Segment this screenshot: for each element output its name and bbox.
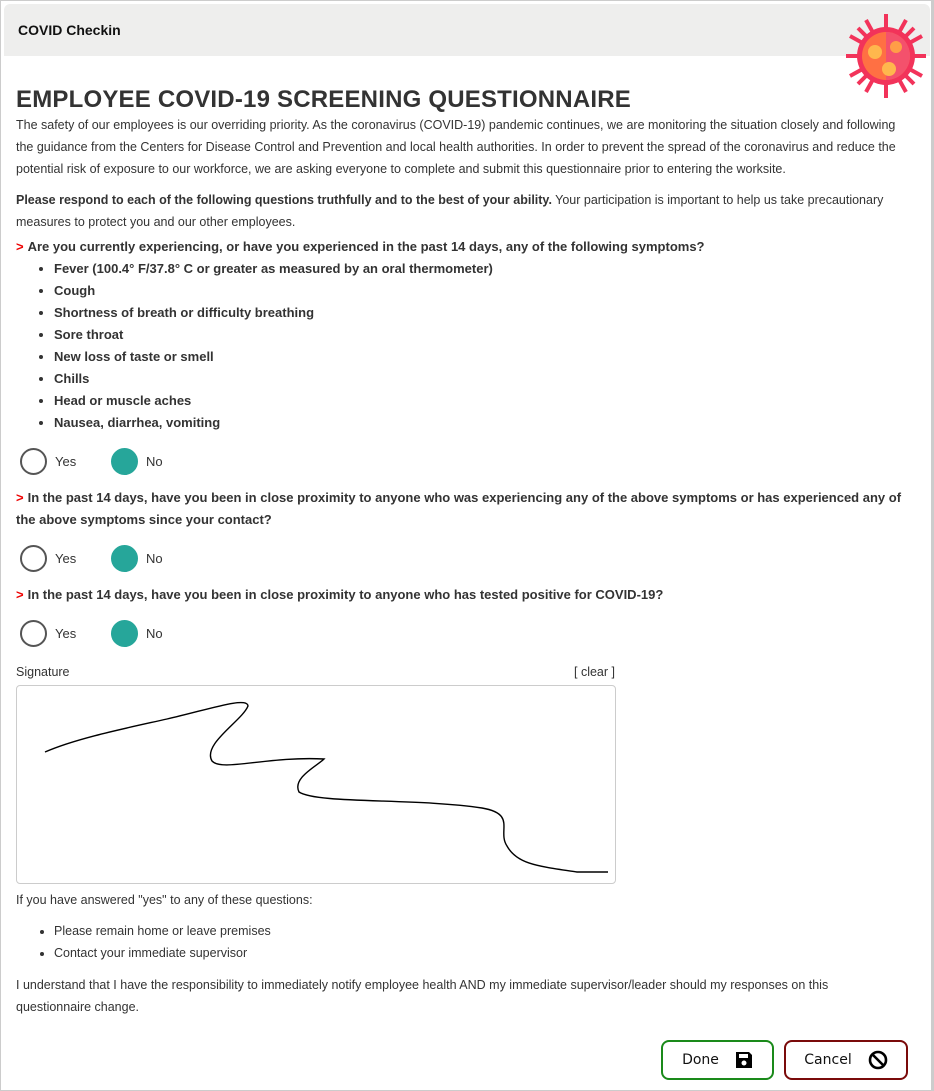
page-title: EMPLOYEE COVID-19 SCREENING QUESTIONNAIRE (16, 86, 631, 113)
chevron-right-icon: > (16, 587, 24, 602)
if-yes-text: If you have answered "yes" to any of these questions: (16, 893, 313, 907)
virus-icon (842, 10, 930, 102)
question-3 (16, 584, 916, 606)
instructions (16, 189, 906, 233)
list-item: • Please remain home or leave premises (54, 920, 271, 942)
radio-circle-selected[interactable] (111, 448, 138, 475)
list-item: • Chills (54, 368, 493, 390)
radio-label: Yes (55, 454, 77, 469)
question-text: In the past 14 days, have you been in close proximity to anyone who was experiencing any of the above symptoms or has experienced any of the above symptoms since your contact? (16, 490, 902, 527)
question-text: Are you currently experiencing, or have you experienced in the past 14 days, any of the following symptoms? (27, 239, 705, 254)
chevron-right-icon: > (16, 490, 24, 505)
radio-circle[interactable] (20, 545, 47, 572)
if-yes-list (16, 920, 271, 964)
question-1 (16, 236, 916, 258)
radio-label: No (146, 551, 163, 566)
q1-yes-radio[interactable] (20, 448, 76, 475)
instructions-bold: Please respond to each of the following questions truthfully and to the best of your ability. (16, 193, 552, 207)
app-title: COVID Checkin (18, 22, 121, 38)
clear-signature-link[interactable]: [ clear ] (574, 665, 615, 679)
instructions-rest: Your participation is important to help us take precautionary measures to protect you and our other employees. (16, 193, 884, 229)
question-2 (16, 487, 916, 531)
radio-label: Yes (55, 551, 77, 566)
radio-circle[interactable] (20, 448, 47, 475)
q2-no-radio[interactable] (111, 545, 163, 572)
list-item: • Nausea, diarrhea, vomiting (54, 412, 493, 434)
list-item: • Shortness of breath or difficulty breathing (54, 302, 493, 324)
radio-label: Yes (55, 626, 77, 641)
radio-circle-selected[interactable] (111, 545, 138, 572)
list-item: • Cough (54, 280, 493, 302)
save-icon (735, 1051, 753, 1069)
ban-icon (868, 1050, 888, 1070)
signature-label: Signature (16, 665, 70, 679)
list-item: • Contact your immediate supervisor (54, 942, 271, 964)
signature-stroke (17, 686, 617, 885)
q1-no-radio[interactable] (111, 448, 163, 475)
cancel-button[interactable] (784, 1040, 908, 1080)
question-text: In the past 14 days, have you been in close proximity to anyone who has tested positive for COVID-19? (27, 587, 664, 602)
app-header (4, 4, 930, 56)
radio-circle[interactable] (20, 620, 47, 647)
acknowledgement-text: I understand that I have the responsibility to immediately notify employee health AND my immediate supervisor/leader should my responses on this questionnaire change. (16, 978, 829, 1014)
list-item: • New loss of taste or smell (54, 346, 493, 368)
list-item: • Sore throat (54, 324, 493, 346)
radio-label: No (146, 626, 163, 641)
done-button[interactable] (661, 1040, 774, 1080)
done-label: Done (682, 1052, 719, 1068)
signature-pad[interactable] (16, 685, 616, 884)
q3-no-radio[interactable] (111, 620, 163, 647)
q2-yes-radio[interactable] (20, 545, 76, 572)
radio-label: No (146, 454, 163, 469)
intro-text: The safety of our employees is our overriding priority. As the coronavirus (COVID-19) pandemic continues, we are monitoring the situation closely and following the guidance from the Centers for Disease Control and Prevention and local health authorities. In order to prevent the spread of the coronavirus and reduce the potential risk of exposure to our workforce, we are asking everyone to complete and submit this questionnaire prior to entering the worksite. (16, 118, 896, 176)
list-item: • Head or muscle aches (54, 390, 493, 412)
q3-yes-radio[interactable] (20, 620, 76, 647)
cancel-label: Cancel (804, 1052, 852, 1068)
symptom-list (16, 258, 493, 434)
list-item: • Fever (100.4° F/37.8° C or greater as measured by an oral thermometer) (54, 258, 493, 280)
chevron-right-icon: > (16, 239, 24, 254)
radio-circle-selected[interactable] (111, 620, 138, 647)
